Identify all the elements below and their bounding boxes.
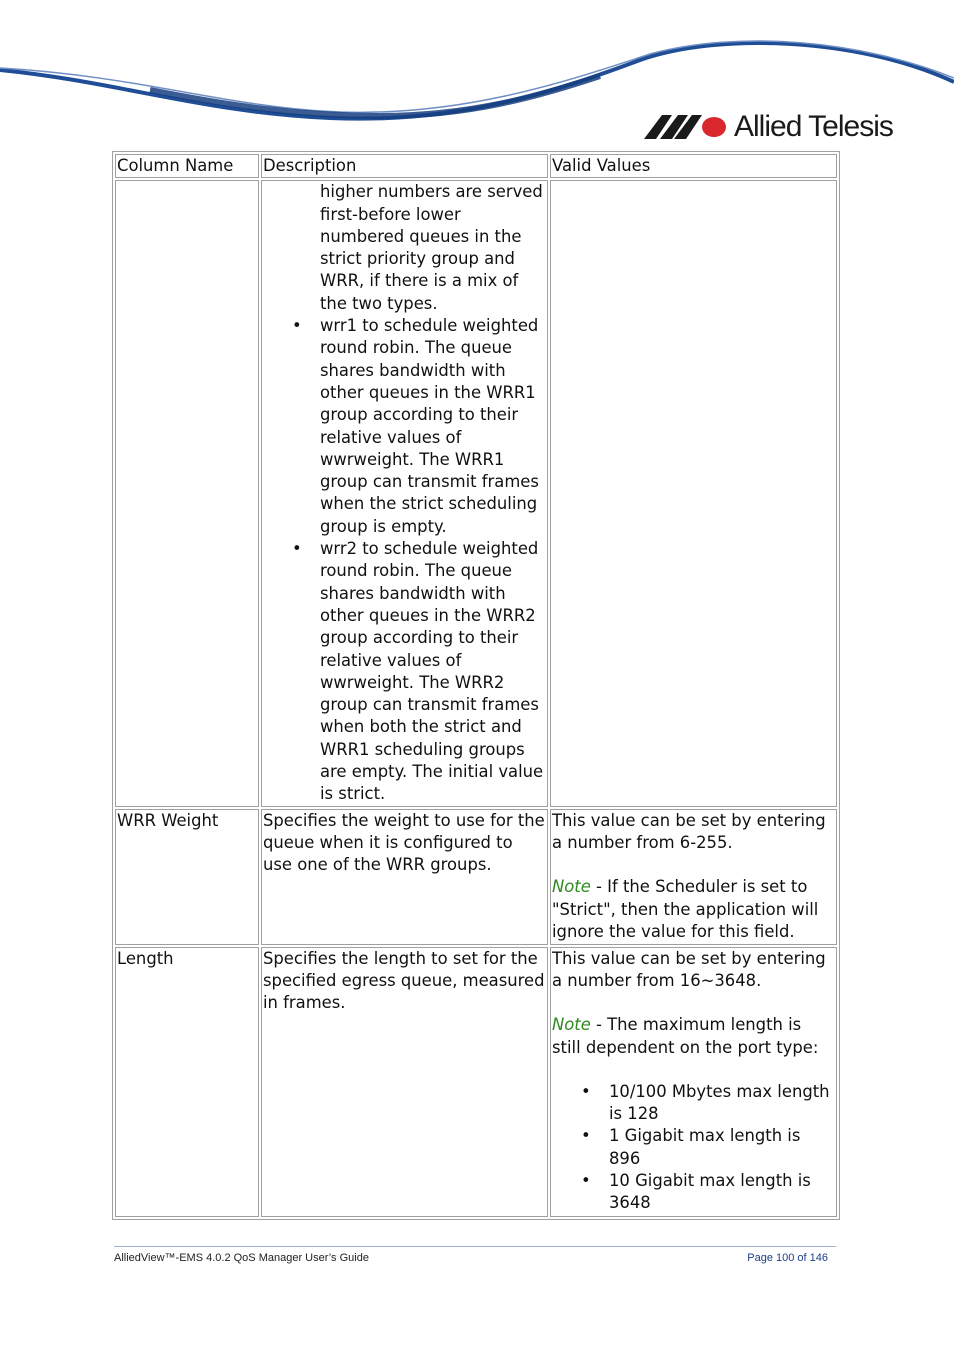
list-item: • 1 Gigabit max length is 896 (552, 1125, 835, 1170)
note-label: Note (552, 1015, 591, 1035)
cell-valid-values (550, 809, 837, 945)
header-valid-values: Valid Values (550, 154, 837, 178)
max-length-list (552, 1081, 835, 1215)
cell-name (115, 180, 259, 806)
cell-description: Specifies the length to set for the specified egress queue, measured in frames. (261, 947, 548, 1217)
header-column-name: Column Name (115, 154, 259, 178)
note-text: - The maximum length is still dependent on the port type: (552, 1015, 819, 1057)
cell-valid-values (550, 947, 837, 1217)
cell-valid-values (550, 180, 837, 806)
valid-values-text: This value can be set by entering a number from 6-255. (552, 810, 826, 852)
list-item: • wrr1 to schedule weighted round robin. The queue shares bandwidth with other queues in the WRR1 group according to their relative values of wwrweight. The WRR1 group can transmit frames when the strict scheduling group is empty. (263, 315, 546, 538)
note-paragraph (552, 1014, 835, 1059)
header-description: Description (261, 154, 548, 178)
cell-description: Specifies the weight to use for the queue when it is configured to use one of the WRR groups. (261, 809, 548, 945)
list-item: • 10/100 Mbytes max length is 128 (552, 1081, 835, 1126)
logo-mark-icon (644, 113, 728, 141)
allied-telesis-logo (644, 110, 893, 144)
cell-description (261, 180, 548, 806)
table-header-row (115, 154, 837, 178)
cell-name: WRR Weight (115, 809, 259, 945)
list-item: higher numbers are served first-before lower numbered queues in the strict priority group and WRR, if there is a mix of the two types. (320, 182, 543, 313)
note-text: - If the Scheduler is set to "Strict", then the application will ignore the value for this field. (552, 877, 819, 941)
qos-columns-table (112, 151, 840, 1220)
footer-page-number: Page 100 of 146 (747, 1252, 828, 1264)
list-item: • wrr2 to schedule weighted round robin. The queue shares bandwidth with other queues in the WRR2 group according to their relative values of wwrweight. The WRR2 group can transmit frames when both the strict and WRR1 scheduling groups are empty. The initial value is strict. (263, 538, 546, 806)
cell-name: Length (115, 947, 259, 1217)
table-row-wrr-weight (115, 809, 837, 945)
list-item: • 10 Gigabit max length is 3648 (552, 1170, 835, 1215)
table-row-length (115, 947, 837, 1217)
scheduler-option-list (263, 181, 546, 805)
footer-guide-title: AlliedView™-EMS 4.0.2 QoS Manager User’s Guide (114, 1252, 369, 1264)
logo-text: Allied Telesis (734, 110, 893, 143)
valid-values-text: This value can be set by entering a number from 16~3648. (552, 948, 826, 990)
note-paragraph (552, 876, 835, 943)
footer-divider (114, 1246, 836, 1247)
note-label: Note (552, 877, 591, 897)
table-row-scheduler-continued (115, 180, 837, 806)
